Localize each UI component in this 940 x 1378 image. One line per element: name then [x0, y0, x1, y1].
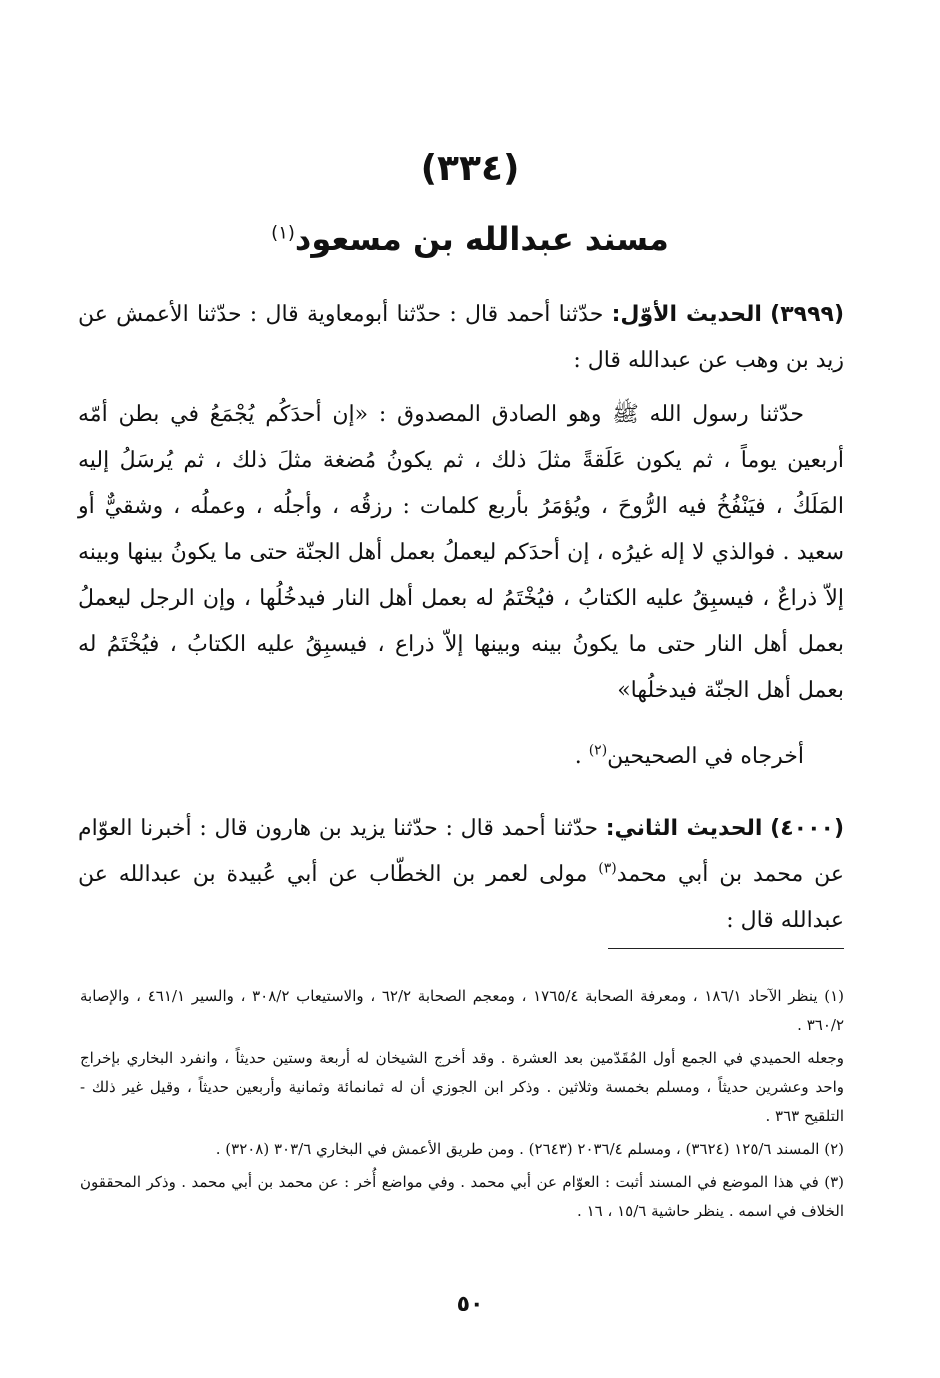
footnote-divider [608, 948, 844, 949]
footnote-1-continuation: وجعله الحميدي في الجمع أول المُقَدّمين بعد العشرة . وقد أخرج الشيخان له أربعة وستين حديثاً ، وانفرد البخاري بإخراج واحد وعشرين حديثاً ، ومسلم بخمسة وثلاثين . وذكر ابن الجوزي أن له ثمانمائة وثمانية وأربعين حديثاً ، وقيل غير ذلك - التلقيح ٣٦٣ . [80, 1049, 844, 1125]
hadith-label: الحديث الأوّل: [611, 302, 762, 327]
hadith-1-takhrij [78, 734, 844, 780]
takhrij-end: . [574, 744, 589, 769]
musnad-title [0, 220, 940, 258]
hadith-1-isnad [78, 292, 844, 384]
hadith-2-isnad [78, 806, 844, 944]
footnotes [80, 982, 844, 1230]
musnad-title-text: مسند عبدالله بن مسعود [294, 220, 669, 258]
page-number: ٥٠ [456, 1292, 484, 1317]
footnote-ref: (٢) [588, 742, 608, 759]
footnote-ref: (١) [271, 222, 295, 244]
hadith-matn: حدّثنا رسول الله ﷺ وهو الصادق المصدوق : «إن أحدَكُم يُجْمَعُ في بطن أمّه أربعين يوماً ، ثم يكون عَلَقةً مثلَ ذلك ، ثم يكونُ مُضغة مثلَ ذلك ، ثم يُرسَلُ إليه المَلَكُ ، فيَنْفُخُ فيه الرُّوحَ ، ويُؤمَرُ بأربع كلمات : رزقُه ، وأجلُه ، وعملُه ، وشقيٌّ أو سعيد . فوالذي لا إله غيرُه ، إن أحدَكم ليعملُ بعمل أهل الجنّة حتى ما يكونُ بينها وبينه إلاّ ذراعٌ ، فيسبِقُ عليه الكتابُ ، فيُخْتَمُ له بعمل أهل النار فيدخُلُها ، وإن الرجل ليعملُ بعمل أهل النار حتى ما يكونُ بينه وبينها إلاّ ذراع ، فيسبِقُ عليه الكتابُ ، فيُخْتَمُ له بعمل أهل الجنّة فيدخلُها» [78, 402, 844, 703]
takhrij-text: أخرجاه في الصحيحين [607, 744, 804, 769]
hadith-number: (٣٩٩٩) [770, 302, 844, 327]
hadith-label: الحديث الثاني: [605, 816, 763, 841]
hadith-isnad-b: مولى لعمر بن الخطّاب عن أبي عُبيدة بن عبدالله عن عبدالله قال : [78, 862, 844, 933]
hadith-number: (٤٠٠٠) [770, 816, 844, 841]
footnote-1: (١) ينظر الآحاد ١٨٦/١ ، ومعرفة الصحابة ١٧٦٥/٤ ، ومعجم الصحابة ٦٢/٢ ، والاستيعاب ٣٠٨/٢ ، والسير ٤٦١/١ ، والإصابة ٣٦٠/٢ . [80, 987, 845, 1034]
footnote-2: (٢) المسند ١٢٥/٦ (٣٦٢٤) ، ومسلم ٢٠٣٦/٤ (٢٦٤٣) . ومن طريق الأعمش في البخاري ٣٠٣/٦ (٣٢٠٨) . [215, 1140, 844, 1158]
section-number: (٣٣٤) [420, 148, 520, 189]
hadith-isnad: حدّثنا أحمد قال : حدّثنا أبومعاوية قال : حدّثنا الأعمش عن زيد بن وهب عن عبدالله قال : [78, 302, 844, 373]
hadith-isnad-a: حدّثنا أحمد قال : حدّثنا يزيد بن هارون قال : أخبرنا العوّام عن محمد بن أبي محمد [78, 816, 844, 887]
footnote-3: (٣) في هذا الموضع في المسند أثبت : العوّام عن أبي محمد . وفي مواضع أُخر : عن محمد بن أبي محمد . وذكر المحققون الخلاف في اسمه . ينظر حاشية ١٥/٦ ، ١٦ . [80, 1173, 844, 1220]
hadith-1-matn [78, 392, 844, 714]
footnote-ref: (٣) [598, 860, 617, 877]
